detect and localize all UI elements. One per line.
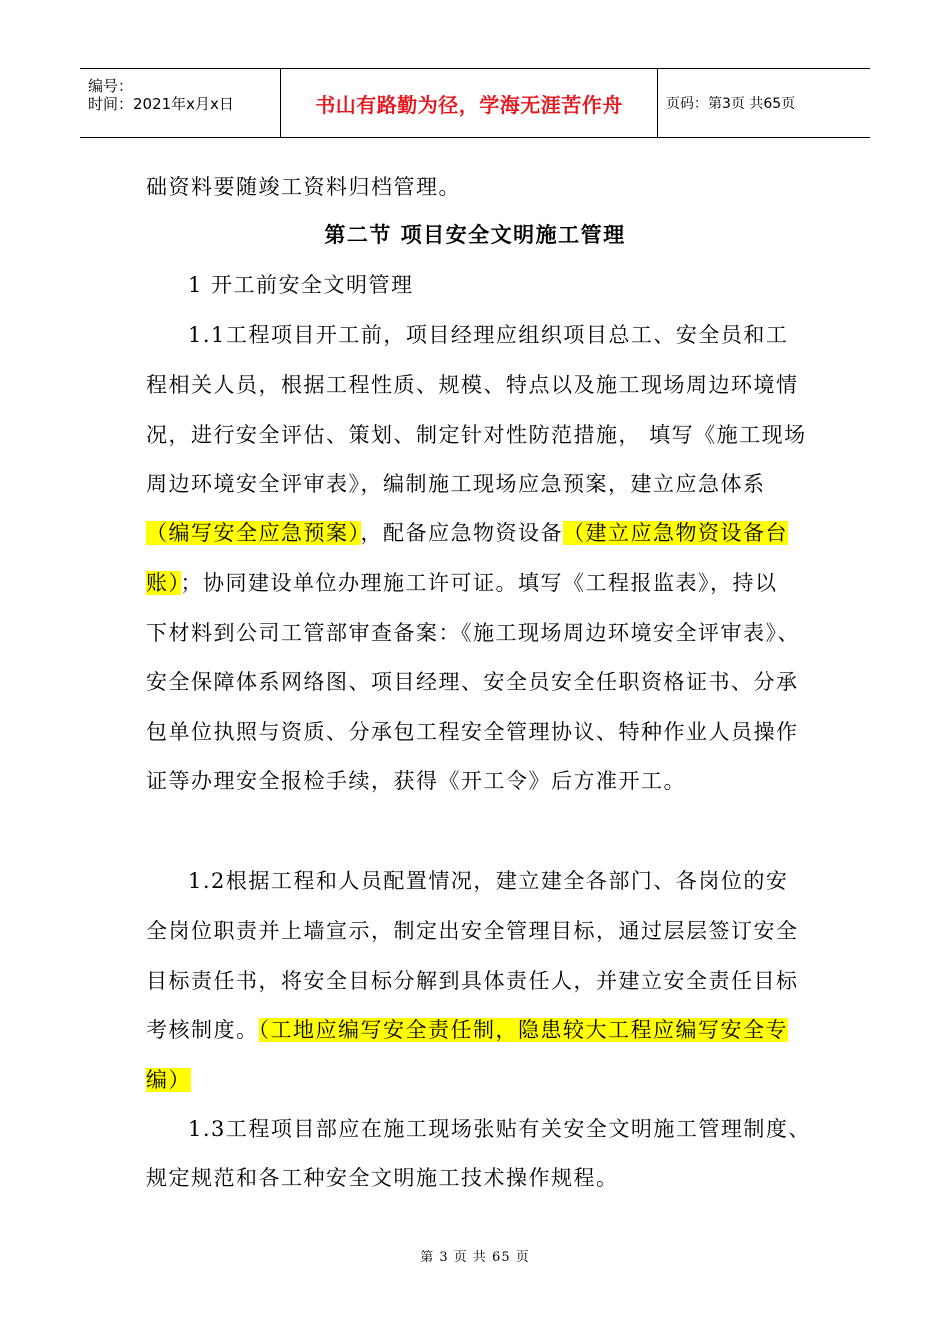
header-motto-cell bbox=[281, 69, 658, 137]
paragraph-line: 证等办理安全报检手续，获得《开工令》后方准开工。 bbox=[146, 769, 686, 793]
paragraph-line: 安全保障体系网络图、项目经理、安全员安全任职资格证书、分承 bbox=[146, 670, 799, 694]
paragraph-line: 包单位执照与资质、分承包工程安全管理协议、特种作业人员操作 bbox=[146, 720, 799, 744]
section-title: 第二节 项目安全文明施工管理 bbox=[324, 222, 626, 247]
paragraph-line: 程相关人员，根据工程性质、规模、特点以及施工现场周边环境情 bbox=[146, 373, 799, 397]
highlighted-note: 编） bbox=[146, 1068, 191, 1092]
paragraph-line: 全岗位职责并上墙宣示，制定出安全管理目标，通过层层签订安全 bbox=[146, 919, 799, 943]
header-meta bbox=[80, 69, 281, 137]
paragraph-line bbox=[146, 1065, 191, 1095]
paragraph-line: 周边环境安全评审表》，编制施工现场应急预案，建立应急体系 bbox=[146, 472, 766, 496]
highlighted-note: 账） bbox=[146, 571, 181, 595]
header-motto: 书山有路勤为径，学海无涯苦作舟 bbox=[315, 92, 623, 117]
paragraph-line: 况，进行安全评估、策划、制定针对性防范措施， 填写《施工现场 bbox=[146, 423, 807, 447]
paragraph-line: 目标责任书，将安全目标分解到具体责任人，并建立安全责任目标 bbox=[146, 969, 799, 993]
paragraph-line: 1.2根据工程和人员配置情况，建立建全各部门、各岗位的安 bbox=[188, 869, 789, 893]
paragraph-line: 础资料要随竣工资料归档管理。 bbox=[146, 175, 461, 199]
paragraph-line bbox=[146, 1015, 788, 1045]
paragraph-line bbox=[146, 568, 778, 598]
paragraph-line: 规定规范和各工种安全文明施工技术操作规程。 bbox=[146, 1166, 619, 1190]
highlighted-note: （工地应编写安全责任制，隐患较大工程应编写安全专 bbox=[258, 1018, 788, 1042]
document-number-label: 编号： bbox=[88, 77, 134, 95]
document-date-label: 时间：2021年x月x日 bbox=[88, 95, 234, 113]
paragraph-line: 下材料到公司工管部审查备案：《施工现场周边环境安全评审表》、 bbox=[146, 621, 800, 645]
highlighted-note: （建立应急物资设备台 bbox=[563, 521, 788, 545]
paragraph-text: ，配备应急物资设备 bbox=[360, 521, 563, 545]
page-header bbox=[80, 68, 870, 138]
highlighted-note: （编写安全应急预案） bbox=[146, 521, 361, 545]
paragraph-text: ；协同建设单位办理施工许可证。填写《工程报监表》，持以 bbox=[180, 571, 778, 595]
header-page-info: 页码：第3页 共65页 bbox=[666, 96, 796, 112]
subsection-heading: 1 开工前安全文明管理 bbox=[188, 273, 414, 297]
paragraph-line: 1.3工程项目部应在施工现场张贴有关安全文明施工管理制度、 bbox=[188, 1117, 811, 1141]
paragraph-text: 考核制度。 bbox=[146, 1018, 259, 1042]
paragraph-line bbox=[146, 518, 788, 548]
page-footer: 第 3 页 共 65 页 bbox=[420, 1250, 530, 1265]
paragraph-line: 1.1工程项目开工前，项目经理应组织项目总工、安全员和工 bbox=[188, 323, 789, 347]
